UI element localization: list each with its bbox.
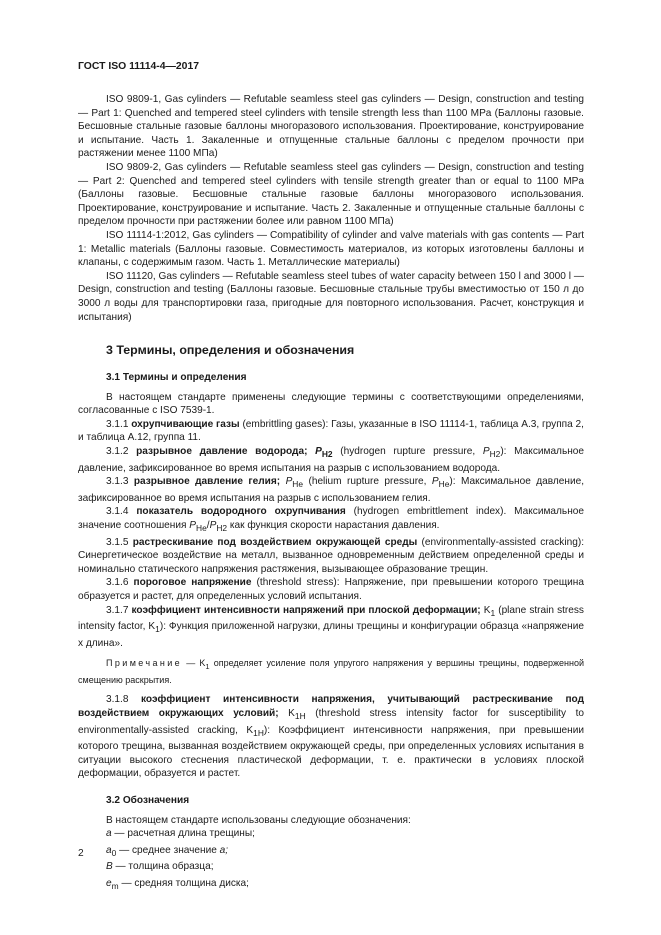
term-3-1-2 — [78, 445, 584, 475]
section-3-title: 3 Термины, определения и обозначения — [106, 343, 355, 358]
term-definition: ): Максимальное давление, зафиксированное во время испытания на разрыв с использованием водорода. — [78, 446, 585, 474]
term-definition: как функция скорости нарастания давления. — [227, 520, 440, 532]
term-definition: (environmentally-assisted cracking): Синергетическое воздействие на металл, вызванное одновременным действием определенной среды и номинально статического напряжения растяжения, вызывающее образование трещин. — [78, 536, 584, 575]
term-symbol-sub: H2 — [489, 449, 501, 460]
term-number: 3.1.3 — [106, 476, 129, 488]
note-label: Примечание — [106, 658, 183, 669]
subsection-3-1-title: 3.1 Термины и определения — [106, 372, 247, 384]
note-k1 — [78, 657, 584, 686]
term-symbol: K — [480, 604, 491, 616]
term-number: 3.1.6 — [106, 577, 129, 589]
term-symbol-sub: H2 — [321, 449, 333, 460]
term-english: (threshold stress intensity factor for susceptibility to environmentally-assisted cracking, K — [78, 708, 584, 736]
term-symbol-sub: He — [292, 479, 304, 490]
term-definition: (hydrogen embrittlement index). Максимальное значение соотношения — [78, 506, 584, 532]
document-header: ГОСТ ISO 11114-4—2017 — [78, 61, 200, 72]
ratio-slash: / — [206, 520, 210, 532]
symbol-item — [78, 860, 584, 877]
term-3-1-6 — [78, 576, 584, 603]
term-name: коэффициент интенсивности напряжения, учитывающий растрескивание под воздействием окружающих условий; — [78, 694, 584, 720]
symbol-sub: 0 — [111, 847, 117, 858]
symbols-intro: В настоящем стандарте использованы следующие обозначения: — [106, 814, 411, 826]
symbols-list — [78, 814, 584, 894]
note-symbol: — K — [182, 658, 206, 669]
symbol-description: — среднее значение — [116, 844, 220, 856]
ratio-symbol: P — [189, 520, 197, 532]
term-3-1-7 — [78, 604, 584, 651]
term-number: 3.1.4 — [106, 506, 129, 518]
term-name: разрывное давление гелия; — [133, 476, 281, 488]
symbol-item — [78, 877, 584, 894]
term-number: 3.1.5 — [106, 536, 129, 548]
symbol-description: — толщина образца; — [112, 861, 214, 873]
term-name: коэффициент интенсивности напряжений при плоской деформации; — [131, 604, 481, 616]
term-number: 3.1.2 — [106, 446, 129, 458]
reference-iso-11114-1: ISO 11114-1:2012, Gas cylinders — Compatibility of cylinder and valve materials with gas contents — Part 1: Metallic materials (Баллоны газовые. Совместимость материалов, из которых изготовлены баллоны и клапаны, с содержимым газом. Часть 1. Металлические материалы) — [78, 229, 584, 269]
note-symbol-sub: 1 — [205, 662, 210, 672]
reference-iso-11120: ISO 11120, Gas cylinders — Refutable seamless steel tubes of water capacity between 150 l and 3000 l — Design, construction and testing (Баллоны газовые. Бесшовные стальные трубы вместимостью от 150 л до 3000 л воды для транспортировки газа, пригодные для повторного использования. Расчет, конструкция и испытания) — [78, 270, 584, 323]
reference-iso-9809-2: ISO 9809-2, Gas cylinders — Refutable seamless steel gas cylinders — Design, construction and testing — Part 2: Quenched and tempered steel cylinders with tensile strength greater than or equal to 1100 MPa (Баллоны газовые. Бесшовные стальные газовые баллоны многоразового использования. Проектирование, конструирование и испытание. Часть 2. Закаленные и отпущенные стальные баллоны с пределом прочности при растяжении более или равном 1100 МПа) — [78, 161, 584, 228]
term-definition: (embrittling gases): Газы, указанные в ISO 11114-1, таблица А.3, группа 2, и таблица А.12, группа 11. — [78, 418, 584, 444]
subsection-3-2-title: 3.2 Обозначения — [106, 795, 190, 807]
symbol: e — [106, 878, 112, 890]
symbol-description: — средняя толщина диска; — [118, 878, 249, 890]
page-number: 2 — [78, 848, 84, 859]
term-name: пороговое напряжение — [133, 577, 252, 589]
symbol: a; — [219, 844, 229, 856]
term-name: разрывное давление водорода; — [136, 446, 308, 458]
term-3-1-3 — [78, 475, 584, 505]
reference-iso-9809-1: ISO 9809-1, Gas cylinders — Refutable seamless steel gas cylinders — Design, construction and testing — Part 1: Quenched and tempered steel cylinders with tensile strength less than 1100 MPa (Баллоны газовые. Бесшовные стальные газовые баллоны многоразового использования. Проектирование, конструирование и испытание. Часть 1. Закаленные и отпущенные стальные баллоны с пределом прочности при растяжении менее 1100 МПа) — [78, 94, 584, 160]
term-name: растрескивание под воздействием окружающей среды — [132, 536, 418, 548]
term-definition: (threshold stress): Напряжение, при превышении которого трещина образуется и растет, для определенных условий испытания. — [78, 577, 584, 603]
term-symbol: K — [278, 708, 295, 720]
symbol-sub: m — [111, 881, 119, 892]
term-3-1-8 — [78, 693, 584, 781]
term-symbol-sub: 1 — [490, 607, 496, 618]
term-symbol: P — [285, 476, 293, 488]
term-symbol: P — [431, 476, 439, 488]
symbol-item — [78, 844, 584, 861]
term-symbol: P — [315, 446, 322, 458]
ratio-symbol-sub: H2 — [216, 523, 228, 534]
note-text: определяет усиление поля упругого напряжения у вершины трещины, подверженной смещению раскрытия. — [78, 658, 584, 685]
term-symbol-sub: He — [438, 479, 450, 490]
term-definition: ): Функция приложенной нагрузки, длины трещины и конфигурации образца «напряжение х длина». — [78, 621, 584, 649]
term-3-1-4 — [78, 505, 584, 535]
term-english: (hydrogen rupture pressure, — [332, 446, 483, 458]
term-definition: ): Коэффициент интенсивности напряжения, при превышении которого трещина, вызванная воздействием окружающей среды, при определенных условиях испытания в ситуации высокого стеснения пластической деформации, т. е. практически в условиях плоской деформации, образуется и растет. — [78, 724, 585, 780]
term-name: охрупчивающие газы — [131, 418, 240, 430]
term-definition: ): Максимальное давление, зафиксированное во время испытания на разрыв с использованием гелия. — [78, 476, 585, 504]
term-number: 3.1.7 — [106, 604, 129, 616]
term-number: 3.1.1 — [106, 418, 129, 430]
term-symbol-sub: 1 — [155, 624, 160, 635]
term-english: (helium rupture pressure, — [303, 476, 432, 488]
term-number: 3.1.8 — [106, 694, 129, 706]
term-3-1-1 — [78, 418, 584, 445]
term-symbol-sub: 1H — [294, 711, 306, 722]
term-english: (plane strain stress intensity factor, K — [78, 604, 584, 633]
ratio-symbol: P — [209, 520, 217, 532]
symbol: a — [106, 828, 112, 840]
document-body — [78, 93, 584, 894]
term-name: показатель водородного охрупчивания — [136, 506, 346, 518]
symbol-item — [78, 827, 584, 844]
term-symbol: P — [482, 446, 490, 458]
symbol: a — [106, 844, 112, 856]
terms-intro: В настоящем стандарте применены следующие термины с соответствующими определениями, согласованные с ISO 7539-1. — [78, 391, 584, 417]
term-symbol-sub: 1H — [253, 727, 264, 738]
symbol: B — [106, 861, 113, 873]
symbol-description: — расчетная длина трещины; — [111, 828, 255, 840]
term-3-1-5 — [78, 536, 584, 577]
ratio-symbol-sub: He — [196, 523, 207, 534]
